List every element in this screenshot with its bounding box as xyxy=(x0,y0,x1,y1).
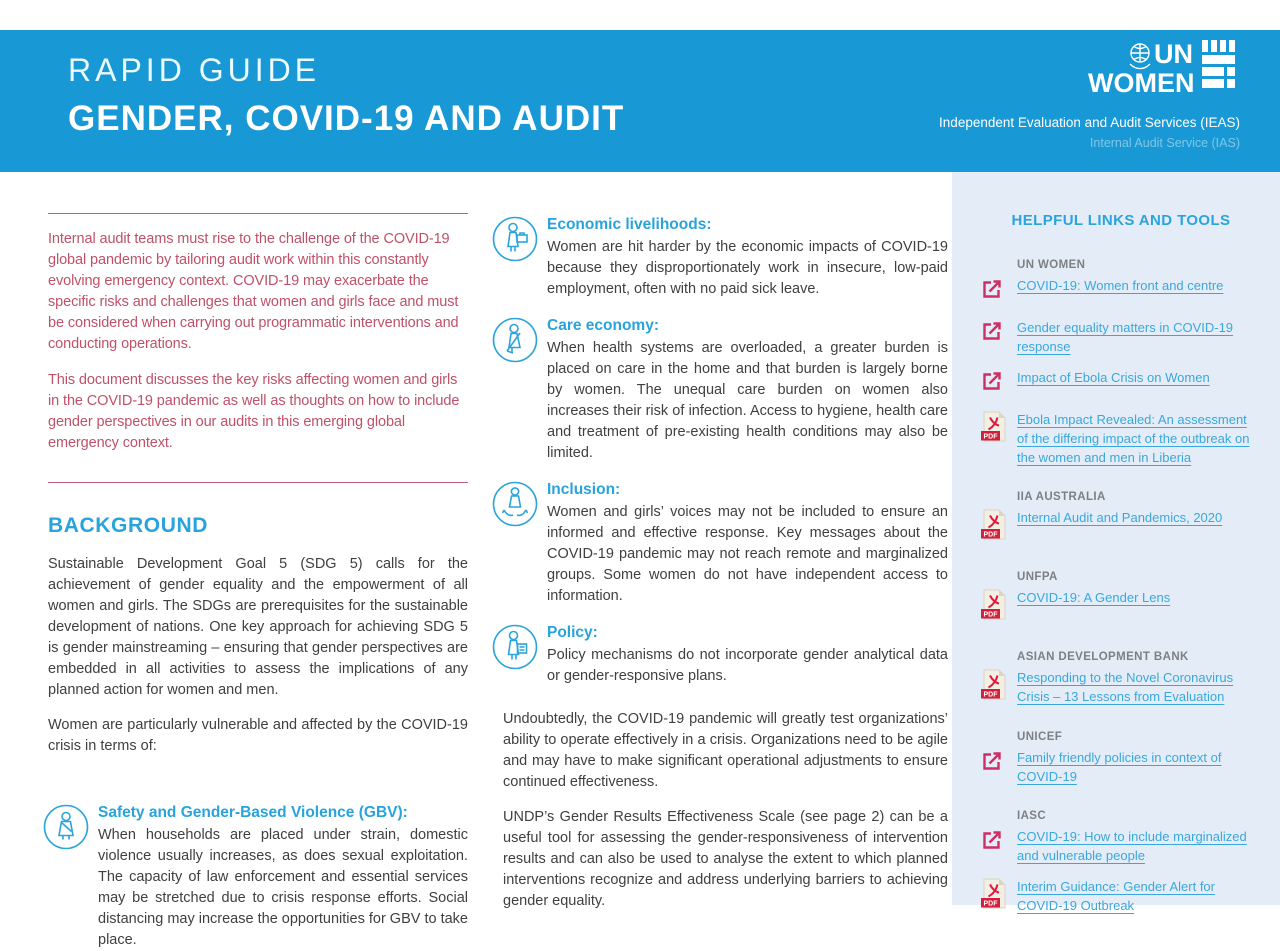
risk-item-title: Safety and Gender-Based Violence (GBV): xyxy=(98,804,408,821)
risk-item-title: Care economy: xyxy=(547,317,659,334)
svg-text:PDF: PDF xyxy=(983,433,998,441)
header-banner xyxy=(0,30,1280,172)
org-subtitle-secondary: Internal Audit Service (IAS) xyxy=(1089,136,1240,150)
sidebar-link[interactable]: Family friendly policies in context of COVID-19 xyxy=(1017,750,1222,784)
link-group xyxy=(980,491,1262,547)
link-group xyxy=(980,651,1262,707)
link-group-label: UNICEF xyxy=(1017,731,1063,743)
external-link-icon[interactable] xyxy=(980,748,1017,786)
risk-item-title: Economic livelihoods: xyxy=(547,216,712,233)
risk-item-text: When health systems are overloaded, a greater burden is placed on care in the home and that burden is largely borne by women. The unequal care burden on women also increases their risk of infection. Access to hygiene, health care and treatment of pre-existing health conditions may also be limited. xyxy=(547,340,948,461)
pdf-icon[interactable] xyxy=(980,588,1017,627)
link-group xyxy=(980,571,1262,627)
link-group-label: IASC xyxy=(1017,810,1047,822)
sidebar-link[interactable]: COVID-19: Women front and centre xyxy=(1017,278,1224,293)
helpful-links-sidebar xyxy=(952,172,1280,913)
risk-item xyxy=(492,316,948,464)
link-group-label: ASIAN DEVELOPMENT BANK xyxy=(1017,651,1189,663)
svg-text:PDF: PDF xyxy=(983,611,998,619)
risk-item-text: Women and girls’ voices may not be included to ensure an informed and effective response. Key messages about the COVID-19 pandemic may not reach remote and marginalized groups. Some women do not have independent access to information. xyxy=(547,504,948,604)
link-row xyxy=(980,410,1262,467)
middle-column xyxy=(503,172,948,912)
risk-item xyxy=(492,623,948,687)
link-row xyxy=(980,588,1262,627)
un-women-symbol-icon xyxy=(1202,40,1235,88)
sidebar-link[interactable]: Gender equality matters in COVID-19 response xyxy=(1017,320,1234,354)
closing-paragraph: Undoubtedly, the COVID-19 pandemic will greatly test organizations’ ability to operate effectively in a crisis. Organizations need to be agile and may have to make significant operational adjustments to ensure continued effectiveness. xyxy=(503,711,948,790)
external-link-icon[interactable] xyxy=(980,827,1017,865)
sidebar-link[interactable]: COVID-19: How to include marginalized and vulnerable people xyxy=(1017,829,1247,863)
pdf-icon[interactable] xyxy=(980,877,1017,916)
risk-item-text: When households are placed under strain, domestic violence usually increases, as does sexual exploitation. The capacity of law enforcement and essential services may be stretched due to crisis response efforts. Social distancing may increase the opportunities for GBV to take place. xyxy=(98,827,468,948)
svg-text:WOMEN: WOMEN xyxy=(1088,68,1195,98)
sidebar-link[interactable]: Internal Audit and Pandemics, 2020 xyxy=(1017,510,1223,525)
risk-item-text: Women are hit harder by the economic impacts of COVID-19 because they disproportionately work in insecure, low-paid employment, often with no paid sick leave. xyxy=(547,239,948,297)
sidebar-link[interactable]: Impact of Ebola Crisis on Women xyxy=(1017,370,1210,385)
link-group xyxy=(980,810,1262,916)
pdf-icon[interactable] xyxy=(980,410,1017,467)
link-group-label: UNFPA xyxy=(1017,571,1058,583)
policy-icon xyxy=(492,624,538,670)
org-subtitle: Independent Evaluation and Audit Services (IEAS) xyxy=(939,115,1240,130)
link-group xyxy=(980,259,1262,467)
svg-text:PDF: PDF xyxy=(983,531,998,539)
external-link-icon[interactable] xyxy=(980,276,1017,306)
risk-item-title: Inclusion: xyxy=(547,481,621,498)
divider xyxy=(48,482,468,483)
intro-paragraph: This document discusses the key risks affecting women and girls in the COVID-19 pandemic as well as thoughts on how to include gender perspectives in our audits in this emerging global emergency context. xyxy=(48,372,460,451)
safety-woman-icon xyxy=(43,804,89,850)
link-row xyxy=(980,318,1262,356)
left-column xyxy=(48,172,468,951)
background-paragraph: Women are particularly vulnerable and affected by the COVID-19 crisis in terms of: xyxy=(48,717,468,754)
link-row xyxy=(980,276,1262,306)
sidebar-title: HELPFUL LINKS AND TOOLS xyxy=(1011,212,1231,229)
risk-item xyxy=(43,803,468,951)
sidebar-link[interactable]: Ebola Impact Revealed: An assessment of the differing impact of the outbreak on the women and men in Liberia xyxy=(1017,412,1250,465)
economic-livelihoods-icon xyxy=(492,216,538,262)
risk-list-middle xyxy=(503,215,948,687)
link-row xyxy=(980,877,1262,916)
document-title: GENDER, COVID-19 AND AUDIT xyxy=(68,99,625,138)
link-row xyxy=(980,827,1262,865)
document-supertitle: RAPID GUIDE xyxy=(68,52,321,88)
link-group xyxy=(980,731,1262,786)
intro-paragraph: Internal audit teams must rise to the challenge of the COVID-19 global pandemic by tailoring audit work within this constantly evolving emergency context. COVID-19 may exacerbate the specific risks and challenges that women and girls face and must be considered when carrying out programmatic interventions and conducting operations. xyxy=(48,231,459,352)
link-groups xyxy=(980,259,1262,916)
un-women-logo xyxy=(1044,40,1240,106)
sidebar-link[interactable]: Responding to the Novel Coronavirus Crisis – 13 Lessons from Evaluation xyxy=(1017,670,1234,704)
link-row xyxy=(980,508,1262,547)
risk-item xyxy=(492,480,948,607)
risk-item-title: Policy: xyxy=(547,624,598,641)
svg-text:PDF: PDF xyxy=(983,691,998,699)
un-emblem-icon xyxy=(1130,44,1150,69)
background-paragraph: Sustainable Development Goal 5 (SDG 5) calls for the achievement of gender equality and the empowerment of all women and girls. The SDGs are prerequisites for the sustainable development of nations. One key approach for achieving SDG 5 is gender mainstreaming – ensuring that gender perspectives are embedded in all activities to assess the implications of any planned action for women and men. xyxy=(48,556,468,698)
care-economy-icon xyxy=(492,317,538,363)
link-row xyxy=(980,368,1262,398)
risk-list-left xyxy=(48,803,468,951)
pdf-icon[interactable] xyxy=(980,668,1017,707)
sidebar-link[interactable]: Interim Guidance: Gender Alert for COVID-19 Outbreak xyxy=(1017,879,1215,913)
pdf-icon[interactable] xyxy=(980,508,1017,547)
link-row xyxy=(980,668,1262,707)
external-link-icon[interactable] xyxy=(980,318,1017,356)
svg-text:PDF: PDF xyxy=(983,900,998,908)
risk-item xyxy=(492,215,948,300)
svg-text:UN: UN xyxy=(1154,40,1193,69)
divider xyxy=(48,213,468,214)
link-row xyxy=(980,748,1262,786)
external-link-icon[interactable] xyxy=(980,368,1017,398)
closing-paragraph: UNDP’s Gender Results Effectiveness Scale (see page 2) can be a useful tool for assessing the gender-responsiveness of intervention results and can also be used to analyse the extent to which planned interventions recognize and address underlying barriers to achieving gender equality. xyxy=(503,809,948,909)
link-group-label: IIA AUSTRALIA xyxy=(1017,491,1106,503)
link-group-label: UN WOMEN xyxy=(1017,259,1086,271)
risk-item-text: Policy mechanisms do not incorporate gender analytical data or gender-responsive plans. xyxy=(547,647,948,684)
background-heading: BACKGROUND xyxy=(48,514,208,537)
sidebar-link[interactable]: COVID-19: A Gender Lens xyxy=(1017,590,1171,605)
inclusion-icon xyxy=(492,481,538,527)
